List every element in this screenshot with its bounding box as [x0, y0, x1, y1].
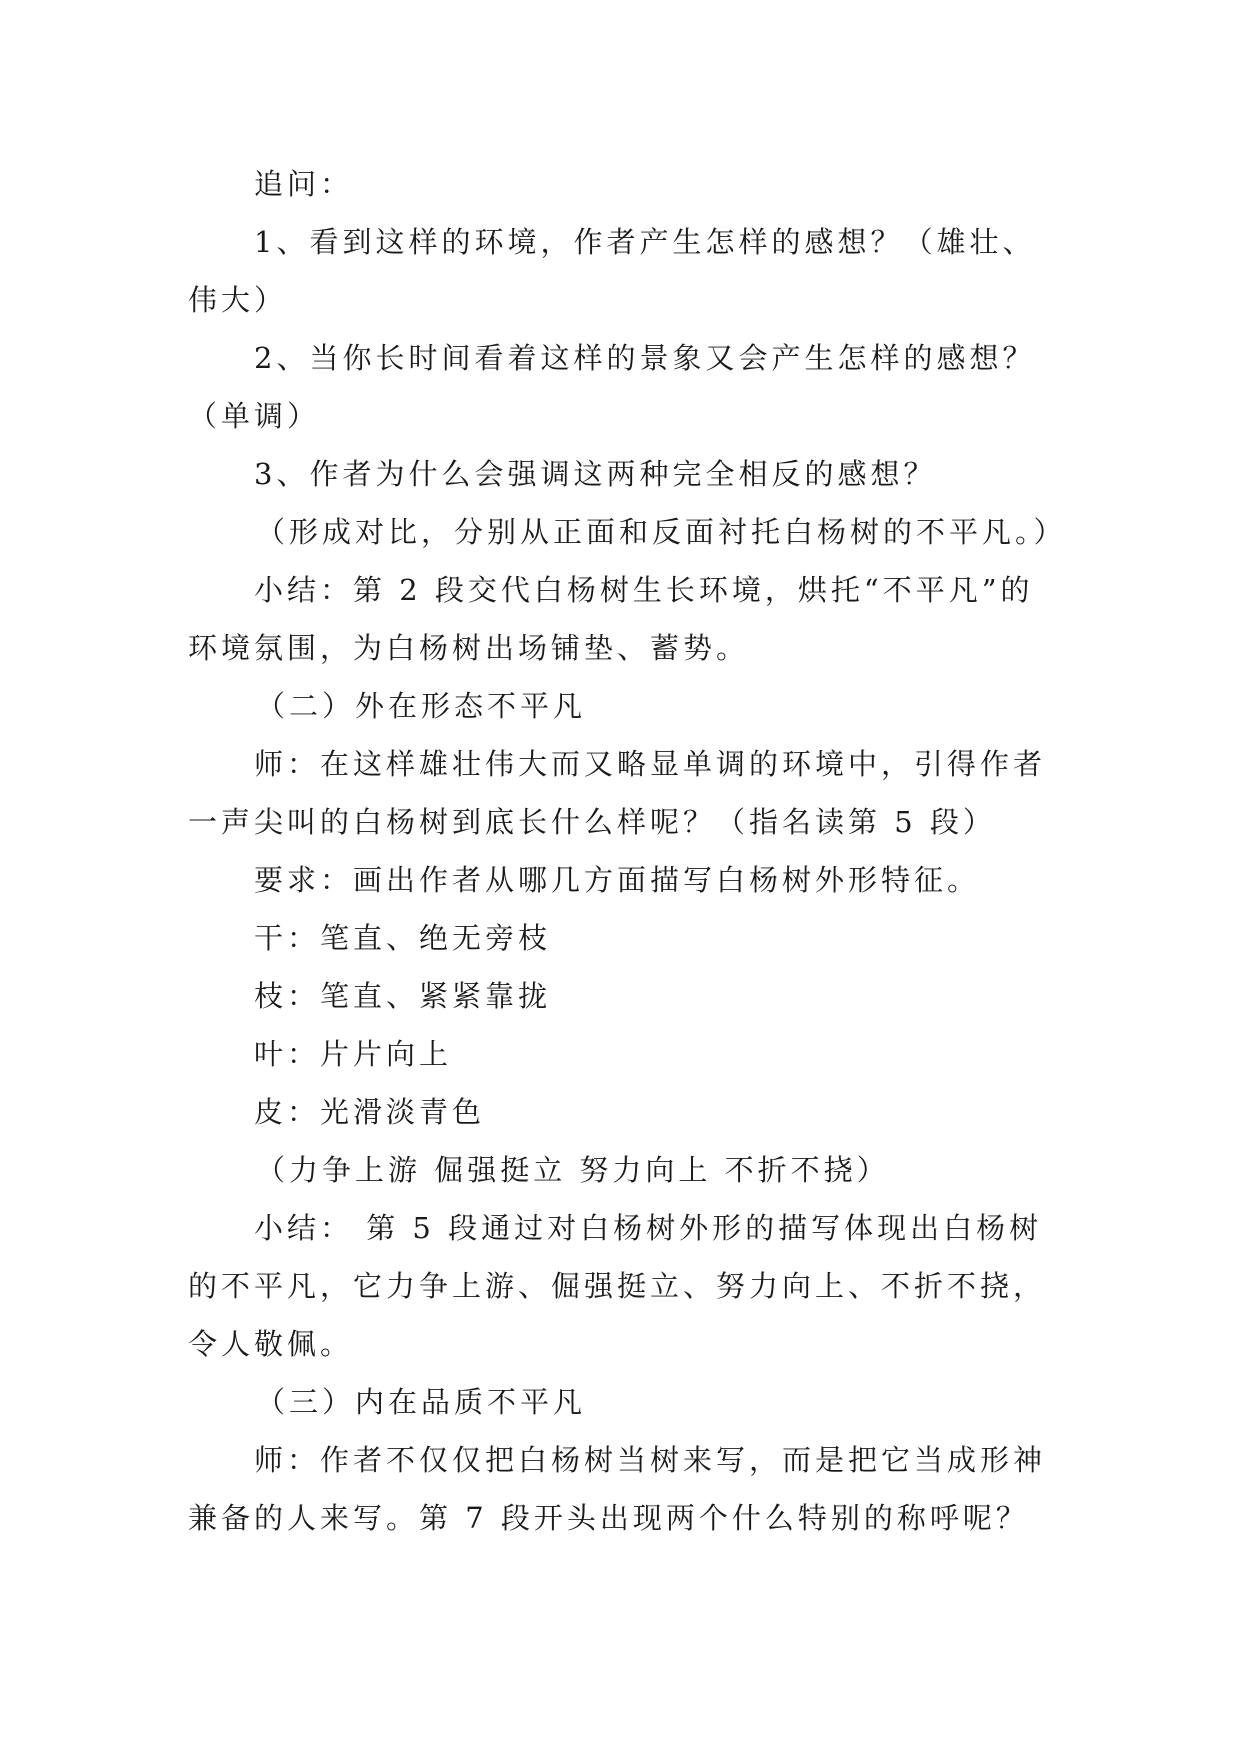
text-line: 2、当你长时间看着这样的景象又会产生怎样的感想？ — [254, 341, 1036, 375]
text-line: 师：在这样雄壮伟大而又略显单调的环境中，引得作者 — [254, 747, 1047, 781]
text-line: 的不平凡，它力争上游、倔强挺立、努力向上、不折不挠， — [188, 1269, 1047, 1303]
text-line: 师：作者不仅仅把白杨树当树来写，而是把它当成形神 — [254, 1443, 1047, 1477]
text-line: 环境氛围，为白杨树出场铺垫、蓄势。 — [188, 631, 750, 665]
text-line: 一声尖叫的白杨树到底长什么样呢？（指名读第 5 段） — [188, 805, 996, 839]
text-line: 兼备的人来写。第 7 段开头出现两个什么特别的称呼呢？ — [188, 1501, 1029, 1535]
text-line: 皮：光滑淡青色 — [254, 1095, 486, 1129]
section-heading: （三）内在品质不平凡 — [256, 1385, 587, 1419]
text-line: （形成对比，分别从正面和反面衬托白杨树的不平凡。） — [256, 515, 1067, 549]
text-line: （单调） — [188, 399, 321, 433]
text-line: （力争上游 倔强挺立 努力向上 不折不挠） — [256, 1153, 890, 1187]
text-line: 追问： — [254, 167, 354, 201]
text-line: 3、作者为什么会强调这两种完全相反的感想？ — [254, 457, 937, 491]
section-heading: （二）外在形态不平凡 — [256, 689, 587, 723]
text-line: 令人敬佩。 — [188, 1327, 354, 1361]
text-line: 要求：画出作者从哪几方面描写白杨树外形特征。 — [254, 863, 981, 897]
text-line: 枝：笔直、紧紧靠拢 — [254, 979, 552, 1013]
text-line: 1、看到这样的环境，作者产生怎样的感想？（雄壮、 — [254, 225, 1036, 259]
text-line: 叶：片片向上 — [254, 1037, 453, 1071]
text-line: 小结：第 2 段交代白杨树生长环境，烘托“不平凡”的 — [254, 573, 1034, 607]
text-line: 伟大） — [188, 283, 288, 317]
text-line: 小结： 第 5 段通过对白杨树外形的描写体现出白杨树 — [254, 1211, 1043, 1245]
text-line: 干：笔直、绝无旁枝 — [254, 921, 552, 955]
